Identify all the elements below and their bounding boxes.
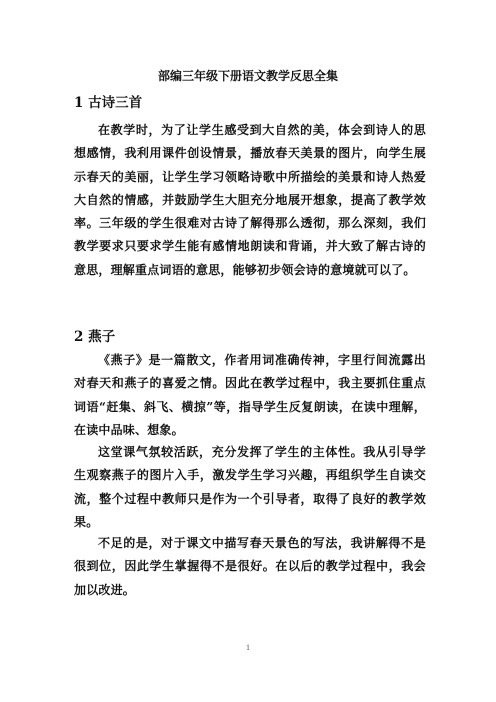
section-2-paragraph-1: 《燕子》是一篇散文，作者用词准确传神，字里行间流露出对春天和燕子的喜爱之情。因此在教学过程中，我主要抓住重点词语“赶集、斜飞、横掠”等，指导学生反复朗读，在读中理解，在读中品味、想象。 bbox=[74, 353, 426, 437]
section-heading-1: 1 古诗三首 bbox=[74, 95, 143, 111]
section-2-paragraph-2: 这堂课气氛较活跃，充分发挥了学生的主体性。我从引导学生观察燕子的图片入手，激发学生学习兴趣，再组织学生自读交流，整个过程中教师只是作为一个引导者，取得了良好的教学效果。 bbox=[74, 445, 426, 529]
section-heading-2: 2 燕子 bbox=[74, 329, 116, 345]
document-title: 部编三年级下册语文教学反思全集 bbox=[157, 69, 338, 83]
page-number: 1 bbox=[246, 643, 250, 652]
section-2-paragraph-3: 不足的是，对于课文中描写春天景色的写法，我讲解得不是很到位，因此学生掌握得不是很好。在以后的教学过程中，我会加以改进。 bbox=[74, 536, 426, 597]
section-1-paragraph-1: 在教学时，为了让学生感受到大自然的美，体会到诗人的思想感情，我利用课件创设情景，播放春天美景的图片，向学生展示春天的美丽，让学生学习领略诗歌中所描绘的美景和诗人热爱大自然的情感，并鼓励学生大胆充分地展开想象，提高了教学效率。三年级的学生很难对古诗了解得那么透彻，那么深刻，我们教学要求只要求学生能有感情地朗读和背诵，并大致了解古诗的意思，理解重点词语的意思，能够初步领会诗的意境就可以了。 bbox=[74, 123, 426, 277]
